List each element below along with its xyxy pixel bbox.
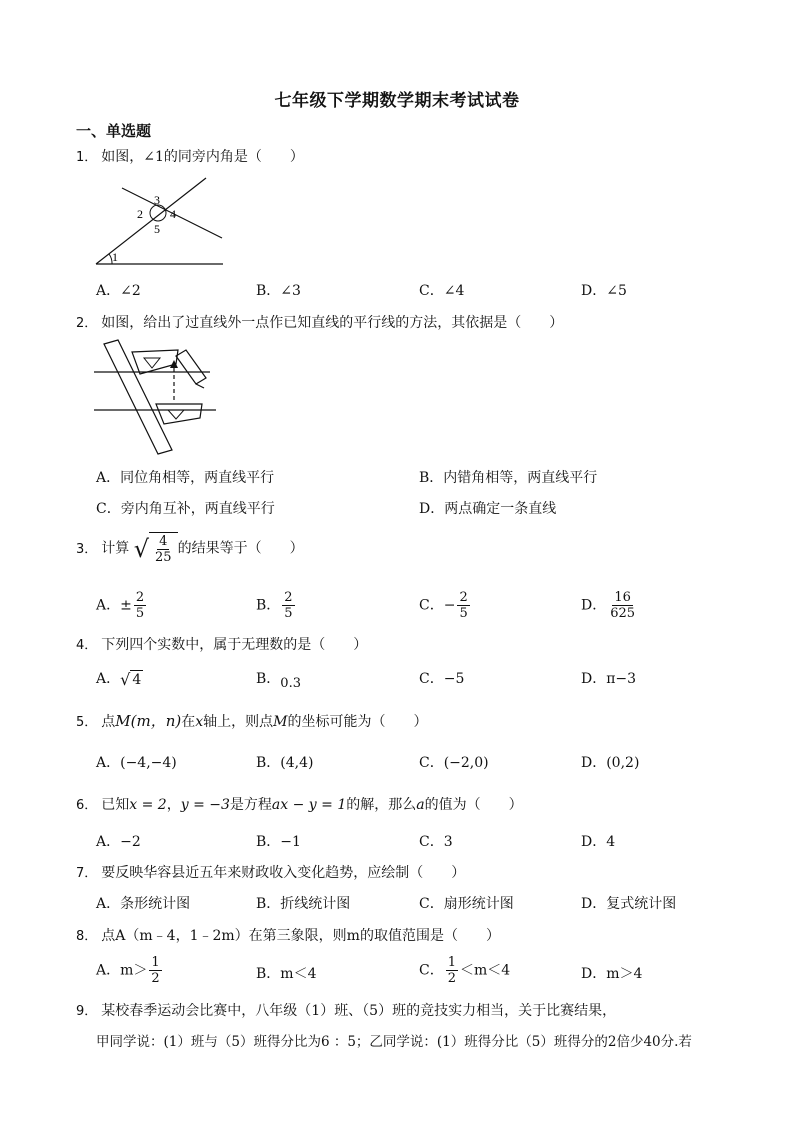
question-number: 7． xyxy=(76,866,98,881)
options-row xyxy=(96,752,736,774)
option-c[interactable] xyxy=(419,955,510,986)
question-3 xyxy=(76,532,304,565)
question-7 xyxy=(76,862,465,882)
options-row xyxy=(96,831,736,853)
option-c[interactable]: C．−5 xyxy=(419,671,465,687)
option-c[interactable]: C．∠4 xyxy=(419,283,465,299)
option-b[interactable]: B．−1 xyxy=(256,834,301,850)
question-8 xyxy=(76,925,500,945)
option-label: B． xyxy=(256,597,281,614)
question-text: 要反映华容县近五年来财政收入变化趋势，应绘制（ ） xyxy=(101,865,466,881)
figure-label-2: 2 xyxy=(137,207,143,221)
figure-label-3: 3 xyxy=(154,193,160,207)
option-b[interactable]: B．内错角相等，两直线平行 xyxy=(419,470,598,486)
radicand: 4 xyxy=(132,672,142,688)
question-text: 点A（m﹣4，1﹣2m）在第三象限，则m的取值范围是（ ） xyxy=(101,928,500,944)
fraction-denominator: 5 xyxy=(284,606,293,621)
question-text: 的解，那么 xyxy=(346,797,417,813)
option-b[interactable]: B．m＜4 xyxy=(256,966,317,982)
question-number: 2． xyxy=(76,316,98,331)
fraction-denominator: 625 xyxy=(610,606,636,621)
option-c[interactable]: C．(−2,0) xyxy=(419,755,489,771)
question-4 xyxy=(76,634,367,654)
option-d[interactable]: D．(0,2) xyxy=(581,755,640,771)
question-number: 6． xyxy=(76,798,98,813)
sign: ± xyxy=(120,597,132,614)
option-a[interactable]: A．(−4,−4) xyxy=(96,755,177,771)
option-label: C． xyxy=(419,597,444,614)
option-a[interactable]: A．∠2 xyxy=(96,283,141,299)
question-text: 是方程 xyxy=(229,797,272,813)
fraction-numerator: 1 xyxy=(151,955,160,970)
option-c[interactable]: C．旁内角互补，两直线平行 xyxy=(96,501,275,517)
question-text: 的坐标可能为（ ） xyxy=(287,714,428,730)
fraction-numerator: 2 xyxy=(284,590,293,605)
equation: ax − y = 1 xyxy=(271,797,347,813)
option-a[interactable]: A． √ 4 xyxy=(96,669,142,689)
question-text: 点 xyxy=(101,714,116,730)
figure-label-5: 5 xyxy=(154,222,160,236)
option-d[interactable]: D．∠5 xyxy=(581,283,627,299)
question-text: 在 xyxy=(181,714,196,730)
point-variable: M xyxy=(273,714,288,730)
options-row xyxy=(96,668,736,690)
variable: a xyxy=(416,797,425,813)
parallel-ruler-figure xyxy=(92,338,222,460)
sign: − xyxy=(443,597,456,614)
angle-figure xyxy=(90,172,230,268)
inequality-tail: ＜m＜4 xyxy=(460,962,511,979)
option-a[interactable]: A．条形统计图 xyxy=(96,896,191,912)
option-c[interactable] xyxy=(419,590,472,621)
question-text: 计算 xyxy=(101,540,130,557)
fraction-numerator: 2 xyxy=(135,590,145,605)
question-text: 如图，给出了过直线外一点作已知直线的平行线的方法，其依据是（ ） xyxy=(101,315,564,331)
options-row xyxy=(96,955,736,989)
option-d[interactable] xyxy=(581,590,639,621)
question-number: 9． xyxy=(76,1004,98,1019)
fraction-denominator: 2 xyxy=(447,971,456,986)
question-text: 的结果等于（ ） xyxy=(177,540,304,557)
options-row xyxy=(96,498,736,520)
fraction-denominator: 2 xyxy=(151,971,160,986)
question-number: 4． xyxy=(76,638,98,653)
question-number: 8． xyxy=(76,929,98,944)
option-d[interactable]: D．4 xyxy=(581,834,616,850)
option-b[interactable]: B．(4,4) xyxy=(256,755,314,771)
repeating-decimal: 0.3 xyxy=(280,676,301,691)
question-text: 下列四个实数中，属于无理数的是（ ） xyxy=(101,637,368,653)
question-2 xyxy=(76,312,563,332)
fraction-numerator: 2 xyxy=(459,590,468,605)
question-text: 轴上，则点 xyxy=(203,714,274,730)
question-text: 的值为（ ） xyxy=(424,797,523,813)
question-6 xyxy=(76,794,523,814)
option-c[interactable]: C．扇形统计图 xyxy=(419,896,514,912)
option-label: D． xyxy=(581,597,607,614)
option-a[interactable] xyxy=(96,590,148,621)
option-b[interactable] xyxy=(256,668,301,691)
fraction-numerator: 1 xyxy=(447,955,456,970)
point-expression: M(m，n) xyxy=(115,712,182,730)
question-9 xyxy=(76,1000,616,1020)
question-number: 1． xyxy=(76,150,98,165)
axis-variable: x xyxy=(195,714,204,730)
question-number: 5． xyxy=(76,715,98,730)
page-title: 七年级下学期数学期末考试试卷 xyxy=(274,91,520,111)
fraction-numerator: 16 xyxy=(614,590,631,605)
separator: ， xyxy=(166,797,181,813)
option-c[interactable]: C．3 xyxy=(419,834,453,850)
option-a[interactable]: A．同位角相等，两直线平行 xyxy=(96,470,275,486)
option-d[interactable]: D．m＞4 xyxy=(581,966,643,982)
fraction-denominator: 5 xyxy=(135,606,145,621)
option-d[interactable]: D．复式统计图 xyxy=(581,896,677,912)
option-a[interactable] xyxy=(96,955,164,986)
question-text: 已知 xyxy=(101,797,130,813)
options-row xyxy=(96,590,736,624)
fraction-denominator: 5 xyxy=(459,606,468,621)
options-row xyxy=(96,893,736,915)
figure-label-1: 1 xyxy=(112,250,118,264)
question-9-line-2: 甲同学说：(1）班与（5）班得分比为6 ：5；乙同学说：(1）班得分比（5）班得分的2倍少40分.若 xyxy=(96,1034,692,1050)
options-row xyxy=(96,280,736,302)
question-text: 某校春季运动会比赛中，八年级（1）班、（5）班的竞技实力相当，关于比赛结果， xyxy=(101,1003,617,1019)
option-d[interactable]: D．π−3 xyxy=(581,671,637,687)
option-label: C． xyxy=(419,962,444,979)
angle-symbol: ∠1 xyxy=(143,149,164,165)
option-label: B． xyxy=(256,671,281,687)
option-a[interactable]: A．−2 xyxy=(96,834,141,850)
option-label: A． xyxy=(96,671,121,687)
option-b[interactable] xyxy=(256,590,297,621)
option-b[interactable]: B．∠3 xyxy=(256,283,301,299)
options-row xyxy=(96,467,736,489)
question-text: 如图， xyxy=(101,149,144,165)
question-text: 的同旁内角是（ ） xyxy=(163,149,304,165)
equation: x = 2 xyxy=(129,797,167,813)
option-label: A． xyxy=(96,597,121,614)
section-heading: 一、单选题 xyxy=(76,122,152,140)
option-b[interactable]: B．折线统计图 xyxy=(256,896,351,912)
option-d[interactable]: D．两点确定一条直线 xyxy=(419,501,557,517)
question-5 xyxy=(76,710,427,731)
sqrt-expression: √ $\frac{4}{25}$ xyxy=(134,532,178,565)
fraction-numerator: 4 xyxy=(159,534,168,549)
fraction-denominator: 25 xyxy=(155,550,172,565)
question-number: 3． xyxy=(76,541,98,557)
figure-label-4: 4 xyxy=(170,207,176,221)
equation: y = −3 xyxy=(180,797,230,813)
option-label: A．m＞ xyxy=(96,962,148,979)
question-1 xyxy=(76,146,304,166)
